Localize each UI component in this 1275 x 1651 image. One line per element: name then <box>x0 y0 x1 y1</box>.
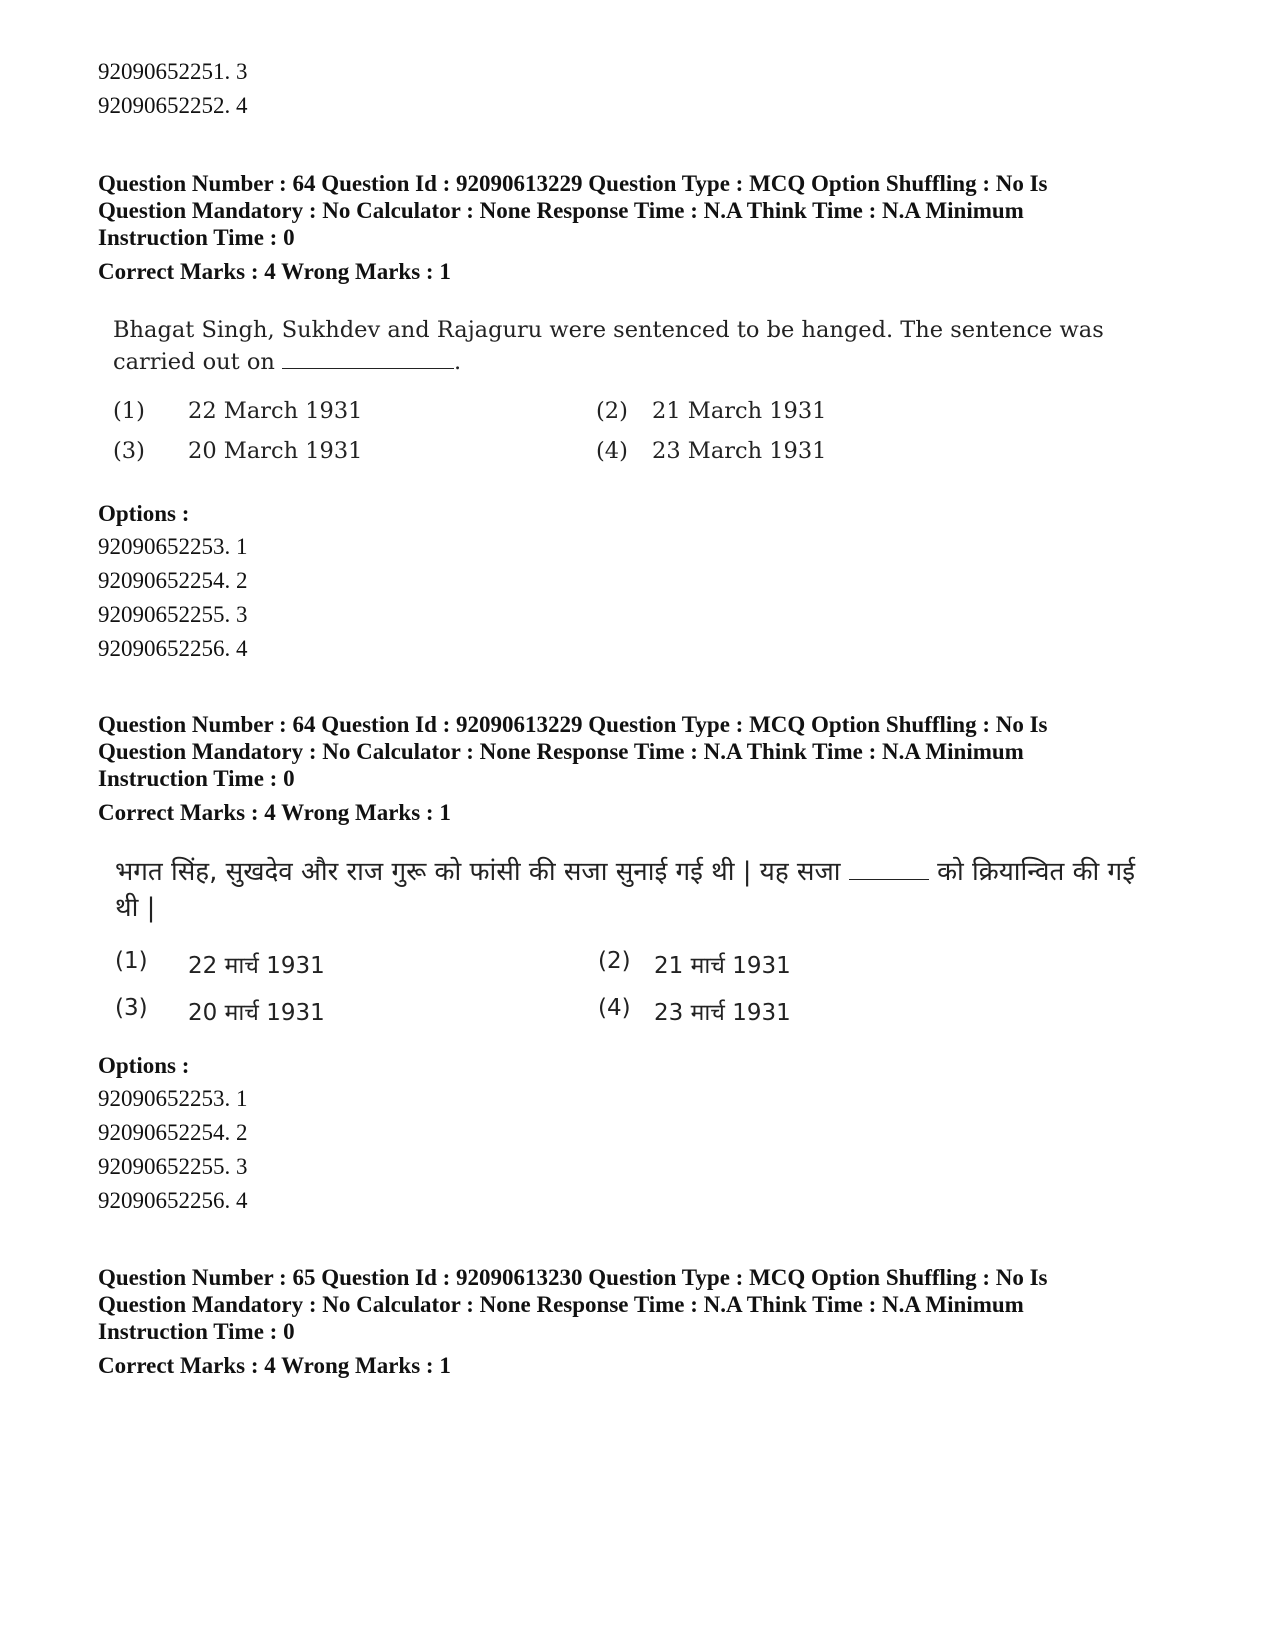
option-number: 1 <box>236 1086 248 1111</box>
question-text <box>113 314 1104 378</box>
question-header-line: Question Mandatory : No Calculator : None Response Time : N.A Think Time : N.A Minimum <box>98 198 1024 223</box>
marks-line: Correct Marks : 4 Wrong Marks : 1 <box>98 800 451 825</box>
option-id: 92090652255 <box>98 602 225 627</box>
option-row: 92090652255. 3 <box>98 1154 248 1179</box>
option-number: 4 <box>236 1188 248 1213</box>
marks-line: Correct Marks : 4 Wrong Marks : 1 <box>98 1353 451 1378</box>
question-text <box>115 854 1135 926</box>
question-header-line: Instruction Time : 0 <box>98 766 295 791</box>
option-id: 92090652253 <box>98 1086 225 1111</box>
question-header-line: Question Number : 65 Question Id : 92090613230 Question Type : MCQ Option Shuffling : No Is <box>98 1265 1048 1290</box>
choice-label: (2) <box>598 948 631 974</box>
question-header-line: Question Mandatory : No Calculator : None Response Time : N.A Think Time : N.A Minimum <box>98 739 1024 764</box>
option-row: 92090652253. 1 <box>98 534 248 559</box>
choice-label: (2) <box>596 398 628 424</box>
option-number: 2 <box>236 568 248 593</box>
question-text-line <box>113 346 1104 378</box>
question-header-line: Question Number : 64 Question Id : 92090613229 Question Type : MCQ Option Shuffling : No Is <box>98 712 1048 737</box>
option-number: 2 <box>236 1120 248 1145</box>
question-header-line: Instruction Time : 0 <box>98 225 295 250</box>
question-header-line: Instruction Time : 0 <box>98 1319 295 1344</box>
choice-text: 21 मार्च 1931 <box>654 953 791 979</box>
options-heading: Options : <box>98 1053 190 1078</box>
marks-line: Correct Marks : 4 Wrong Marks : 1 <box>98 259 451 284</box>
choice-text: 23 March 1931 <box>652 438 827 464</box>
option-row: 92090652256. 4 <box>98 636 248 661</box>
question-text-fragment: को क्रियान्वित की गई <box>937 857 1135 887</box>
question-text-fragment: भगत सिंह, सुखदेव और राज गुरू को फांसी की सजा सुनाई गई थी | यह सजा <box>115 857 841 887</box>
choice-label: (4) <box>598 995 631 1021</box>
option-number: 4 <box>236 93 248 118</box>
option-id: 92090652256 <box>98 636 225 661</box>
option-row: 92090652253. 1 <box>98 1086 248 1111</box>
choice-text: 20 मार्च 1931 <box>188 1000 325 1026</box>
option-id: 92090652254 <box>98 568 225 593</box>
option-row: 92090652256. 4 <box>98 1188 248 1213</box>
question-header-line: Question Number : 64 Question Id : 92090613229 Question Type : MCQ Option Shuffling : No Is <box>98 171 1048 196</box>
option-id: 92090652256 <box>98 1188 225 1213</box>
choice-label: (4) <box>596 438 628 464</box>
choice-text: 23 मार्च 1931 <box>654 1000 791 1026</box>
option-row: 92090652254. 2 <box>98 568 248 593</box>
question-header-line: Question Mandatory : No Calculator : None Response Time : N.A Think Time : N.A Minimum <box>98 1292 1024 1317</box>
question-text-line <box>115 854 1135 890</box>
question-text-fragment: . <box>454 349 462 375</box>
option-row: 92090652255. 3 <box>98 602 248 627</box>
option-number: 4 <box>236 636 248 661</box>
question-text-line: थी | <box>115 893 156 923</box>
choice-text: 22 March 1931 <box>188 398 363 424</box>
option-number: 3 <box>236 59 248 84</box>
option-number: 3 <box>236 1154 248 1179</box>
option-id: 92090652253 <box>98 534 225 559</box>
answer-blank <box>282 367 454 369</box>
option-id: 92090652251 <box>98 59 225 84</box>
option-number: 3 <box>236 602 248 627</box>
choice-label: (1) <box>113 398 145 424</box>
answer-blank <box>849 878 929 880</box>
choice-label: (1) <box>115 948 148 974</box>
question-text-line: Bhagat Singh, Sukhdev and Rajaguru were sentenced to be hanged. The sentence was <box>113 317 1104 343</box>
choice-text: 20 March 1931 <box>188 438 363 464</box>
option-id: 92090652254 <box>98 1120 225 1145</box>
choice-text: 22 मार्च 1931 <box>188 953 325 979</box>
options-heading: Options : <box>98 501 190 526</box>
option-row: 92090652251. 3 <box>98 59 248 84</box>
option-id: 92090652252 <box>98 93 225 118</box>
option-row: 92090652252. 4 <box>98 93 248 118</box>
option-number: 1 <box>236 534 248 559</box>
choice-label: (3) <box>115 995 148 1021</box>
choice-label: (3) <box>113 438 145 464</box>
question-text-fragment: carried out on <box>113 349 275 375</box>
option-row: 92090652254. 2 <box>98 1120 248 1145</box>
choice-text: 21 March 1931 <box>652 398 827 424</box>
option-id: 92090652255 <box>98 1154 225 1179</box>
